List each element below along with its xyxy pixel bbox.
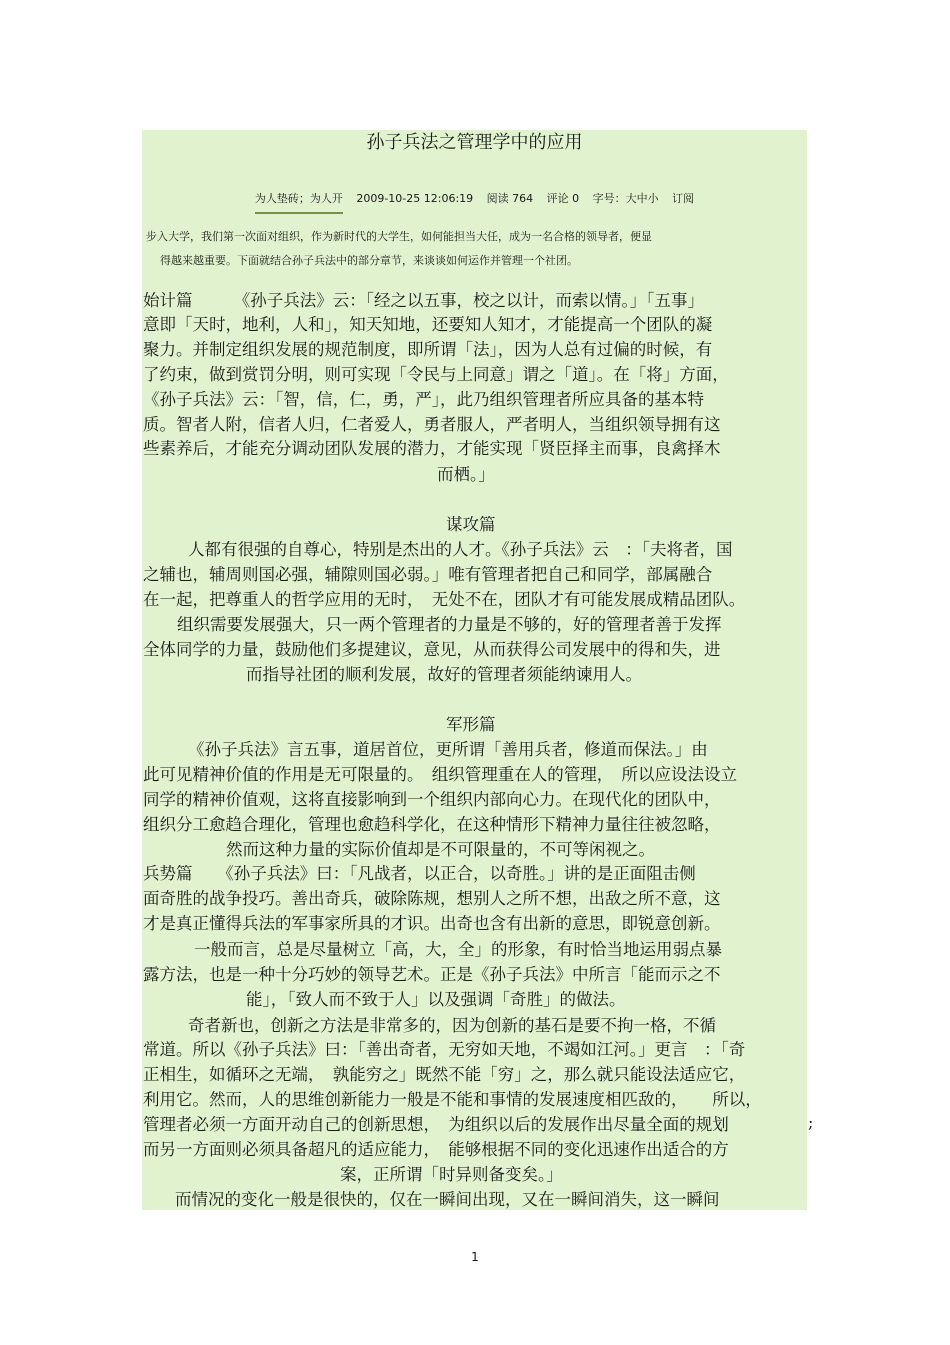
body-line: 《孙子兵法》言五事，道居首位，更所谓「善用兵者，修道而保法。」由 (188, 740, 708, 759)
body-line: 组织需要发展强大，只一两个管理者的力量是不够的，好的管理者善于发挥 (177, 615, 722, 634)
body-line: 面奇胜的战争投巧。善出奇兵，破除陈规，想别人之所不想，出敌之所不意，这 (143, 889, 721, 908)
body-line: 一般而言，总是尽量树立「高，大，全」的形象，有时恰当地运用弱点暴 (194, 940, 722, 959)
body-line: 此可见精神价值的作用是无可限量的。 组织管理重在人的管理， 所以应设法设立 (143, 765, 737, 784)
body-line: 才是真正懂得兵法的军事家所具的才识。出奇也含有出新的意思，即锐意创新。 (143, 914, 721, 933)
body-line: 全体同学的力量，鼓励他们多提建议，意见，从而获得公司发展中的得和失，进 (143, 640, 721, 659)
body-line: 而指导社团的顺利发展，故好的管理者须能纳谏用人。 (246, 665, 642, 684)
body-line: 管理者必须一方面开动自己的创新思想， 为组织以后的发展作出尽量全面的规划 (143, 1115, 729, 1134)
body-line: 了约束，做到赏罚分明，则可实现「令民与上同意」谓之「道」。在「将」方面， (143, 365, 729, 384)
comment-count[interactable]: 评论 0 (546, 192, 580, 205)
body-line: 兵势篇 《孙子兵法》曰：「凡战者，以正合，以奇胜。」讲的是正面阻击侧 (143, 864, 696, 883)
body-line: 些素养后，才能充分调动团队发展的潜力，才能实现「贤臣择主而事，良禽择木 (143, 439, 721, 458)
body-line: 利用它。然而，人的思维创新能力一般是不能和事情的发展速度相匹敌的， 所以， (143, 1090, 762, 1109)
intro-line: 步入大学，我们第一次面对组织，作为新时代的大学生，如何能担当大任，成为一名合格的领导者，便显 (146, 230, 652, 243)
post-datetime: 2009-10-25 12:06:19 (356, 192, 474, 205)
body-line: 奇者新也，创新之方法是非常多的，因为创新的基石是要不拘一格，不循 (188, 1016, 716, 1035)
body-line: 而另一方面则必须具备超凡的适应能力， 能够根据不同的变化迅速作出适合的方 (143, 1140, 729, 1159)
font-size-control[interactable]: 字号：大中小 (592, 192, 659, 205)
body-line: 然而这种力量的实际价值却是不可限量的，不可等闲视之。 (226, 840, 655, 859)
read-count: 阅读 764 (486, 192, 534, 205)
body-line: 同学的精神价值观，这将直接影响到一个组织内部向心力。在现代化的团队中， (143, 790, 721, 809)
subscribe-link[interactable]: 订阅 (672, 192, 695, 205)
body-line: 露方法，也是一种十分巧妙的领导艺术。正是《孙子兵法》中所言「能而示之不 (143, 965, 721, 984)
section-heading: 谋攻篇 (446, 515, 496, 534)
article-meta (142, 190, 807, 214)
body-line: 案，正所谓「时异则备变矣。」 (340, 1165, 563, 1184)
body-line: 意即「天时，地利，人和」，知天知地，还要知人知才，才能提高一个团队的凝 (143, 315, 713, 334)
body-line: 而情况的变化一般是很快的，仅在一瞬间出现，又在一瞬间消失，这一瞬间 (175, 1190, 720, 1209)
body-line: 在一起，把尊重人的哲学应用的无时， 无处不在，团队才有可能发展成精品团队。 (143, 590, 746, 609)
page-number: 1 (471, 1250, 479, 1264)
author-link[interactable]: 为人垫砖；为人开 (255, 190, 343, 214)
body-line: 常道。所以《孙子兵法》曰：「善出奇者，无穷如天地，不竭如江河。」更言 ：「奇 (143, 1040, 746, 1059)
body-line: 正相生，如循环之无端， 孰能穷之」既然不能「穷」之，那么就只能设法适应它， (143, 1065, 746, 1084)
intro-line: 得越来越重要。下面就结合孙子兵法中的部分章节，来谈谈如何运作并管理一个社团。 (160, 254, 578, 267)
body-line: 始计篇 《孙子兵法》云：「经之以五事，校之以计，而索以情。」「五事」 (143, 291, 704, 310)
body-line: 聚力。并制定组织发展的规范制度，即所谓「法」，因为人总有过偏的时候，有 (143, 340, 713, 359)
body-line: 能」，「致人而不致于人」以及强调「奇胜」的做法。 (246, 990, 626, 1009)
article-title: 孙子兵法之管理学中的应用 (366, 132, 583, 153)
stray-semicolon: ; (808, 1113, 814, 1132)
body-line: 之辅也，辅周则国必强，辅隙则国必弱。」唯有管理者把自己和同学，部属融合 (143, 565, 713, 584)
body-line: 《孙子兵法》云：「智，信，仁，勇，严」，此乃组织管理者所应具备的基本特 (143, 390, 704, 409)
section-heading: 军形篇 (446, 715, 496, 734)
body-line: 质。智者人附，信者人归，仁者爱人，勇者服人，严者明人，当组织领导拥有这 (143, 415, 721, 434)
body-line: 组织分工愈趋合理化，管理也愈趋科学化，在这种情形下精神力量往往被忽略， (143, 815, 721, 834)
body-line: 人都有很强的自尊心，特别是杰出的人才。《孙子兵法》云 ：「夫将者，国 (188, 540, 733, 559)
body-line: 而栖。」 (437, 465, 495, 484)
